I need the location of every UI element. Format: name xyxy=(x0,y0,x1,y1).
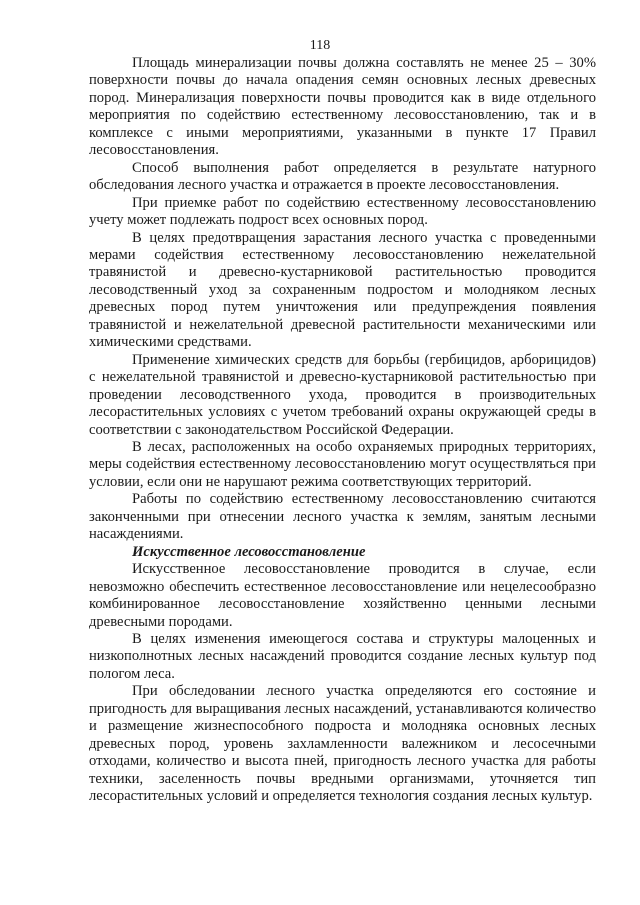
paragraph-artificial-reforestation: Искусственное лесовосстановление проводится в случае, если невозможно обеспечить естественное лесовосстановление или нецелесообразно комбинированное лесовосстановление хозяйственно ценными лесными древесными породами. xyxy=(89,561,596,630)
page-number: 118 xyxy=(309,38,331,53)
page-content xyxy=(89,55,596,805)
paragraph-site-survey: При обследовании лесного участка определяются его состояние и пригодность для выращивания лесных насаждений, устанавливаются количество и размещение жизнеспособного подроста и молодняка основных лесных древесных пород, уровень захламленности валежником и лесосечными отходами, количество и высота пней, пригодность лесного участка для работы техники, заселенность почвы вредными организмами, уточняется тип лесорастительных условий и определяется технология создания лесных культур. xyxy=(89,683,596,805)
paragraph-protected-areas: В лесах, расположенных на особо охраняемых природных территориях, меры содействия естественному лесовосстановлению могут осуществляться при условии, если они не нарушают режима соответствующих территорий. xyxy=(89,438,596,490)
paragraph-chemical-means: Применение химических средств для борьбы (гербицидов, арборицидов) с нежелательной травянистой и древесно-кустарниковой растительностью при проведении лесоводственного ухода, проводится в производительных лесорастительных условиях с учетом требований охраны окружающей среды в соответствии с законодательством Российской Федерации. xyxy=(89,351,596,438)
paragraph-work-completion: Работы по содействию естественному лесовосстановлению считаются законченными при отнесении лесного участка к землям, занятым лесными насаждениями. xyxy=(89,491,596,543)
paragraph-composition-change: В целях изменения имеющегося состава и структуры малоценных и низкополнотных лесных насаждений проводится создание лесных культур под пологом леса. xyxy=(89,630,596,682)
section-heading: Искусственное лесовосстановление xyxy=(132,543,366,560)
paragraph-acceptance: При приемке работ по содействию естественному лесовосстановлению учету может подлежать подрост всех основных пород. xyxy=(89,194,596,229)
paragraph-soil-mineralization: Площадь минерализации почвы должна составлять не менее 25 – 30% поверхности почвы до начала опадения семян основных лесных древесных пород. Минерализация поверхности почвы проводится как в виде отдельного мероприятия по содействию естественному лесовосстановлению, так и в комплексе с иными мероприятиями, указанными в пункте 17 Правил лесовосстановления. xyxy=(89,55,596,159)
paragraph-overgrowth-prevention: В целях предотвращения зарастания лесного участка с проведенными мерами содействия естественному лесовосстановлению нежелательной травянистой и древесно-кустарниковой растительностью проводится лесоводственный уход за сохраненным подростом и молодняком лесных древесных пород путем уничтожения или предупреждения появления травянистой и нежелательной древесной растительности механическими или химическими средствами. xyxy=(89,229,596,351)
paragraph-work-method: Способ выполнения работ определяется в результате натурного обследования лесного участка и отражается в проекте лесовосстановления. xyxy=(89,159,596,194)
